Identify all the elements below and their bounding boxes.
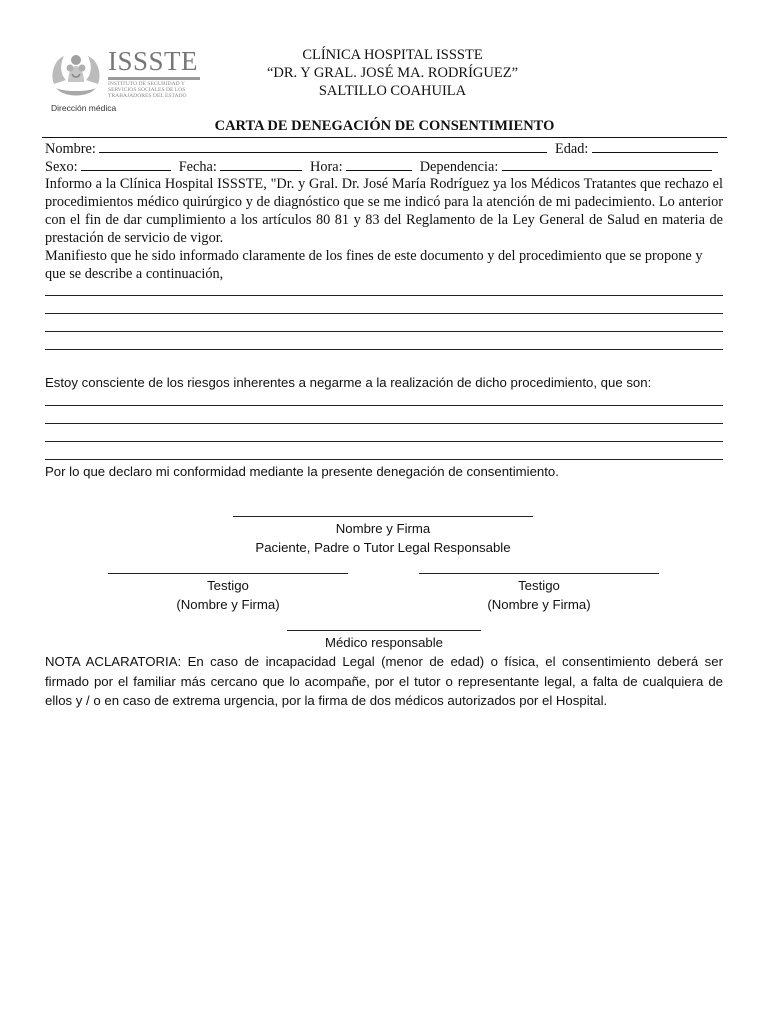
title-rule (42, 137, 727, 138)
witness-2-signature-line[interactable] (419, 573, 659, 574)
witness-1-signature-line[interactable] (108, 573, 348, 574)
witness-1-subtitle: (Nombre y Firma) (176, 597, 280, 612)
paragraph-manifest: Manifiesto que he sido informado claramente de los fines de este documento y del procedimiento que se propone y que se describe a continuación, (45, 248, 703, 282)
doctor-label: Médico responsable (324, 635, 444, 650)
paragraph-inform: Informo a la Clínica Hospital ISSSTE, "Dr. y Gral. Dr. José María Rodríguez ya los Médicos Tratantes que rechazo el procedimientos médico quirúrgico y de diagnóstico que se me indicó para la atención de mi padecimiento. Lo anterior con el fin de dar cumplimiento a los artículos 80 81 y 83 del Reglamento de la Ley General de Salud en materia de prestación de servicio de vigor. (45, 176, 723, 246)
fecha-label: Fecha: (178, 159, 217, 175)
logo-subtitle: INSTITUTO DE SEGURIDAD Y SERVICIOS SOCIALES DE LOS TRABAJADORES DEL ESTADO (108, 81, 187, 100)
logo-divider (108, 77, 200, 80)
fields-row-2 (45, 157, 725, 176)
document-title: CARTA DE DENEGACIÓN DE CONSENTIMIENTO (214, 118, 555, 134)
hora-label: Hora: (310, 159, 343, 175)
risks-line-3[interactable] (45, 441, 723, 442)
doctor-signature-line[interactable] (287, 630, 481, 631)
document-header (200, 46, 585, 100)
procedure-line-3[interactable] (45, 331, 723, 332)
edad-label: Edad: (554, 141, 589, 157)
hora-field[interactable] (346, 157, 412, 171)
procedure-line-2[interactable] (45, 313, 723, 314)
dependencia-field[interactable] (502, 157, 712, 171)
nota-aclaratoria: NOTA ACLARATORIA: En caso de incapacidad Legal (menor de edad) o física, el consentimiento deberá ser firmado por el familiar más cercano que lo acompañe, por el tutor o representante legal, a falta de cualquiera de ellos y / o en caso de extrema urgencia, por la firma de dos médicos autorizados por el Hospital. (45, 654, 723, 708)
nombre-field[interactable] (99, 139, 547, 153)
header-line-3: SALTILLO COAHUILA (318, 83, 467, 99)
patient-signature-line[interactable] (233, 516, 533, 517)
conformity-text: Por lo que declaro mi conformidad mediante la presente denegación de consentimiento. (45, 464, 559, 479)
fields-row-1 (45, 139, 725, 158)
issste-logo (46, 46, 206, 116)
header-line-2: “DR. Y GRAL. JOSÉ MA. RODRÍGUEZ” (266, 65, 519, 81)
patient-role-label: Paciente, Padre o Tutor Legal Responsable (255, 540, 511, 555)
header-line-1: CLÍNICA HOSPITAL ISSSTE (302, 47, 483, 63)
risks-line-1[interactable] (45, 405, 723, 406)
edad-field[interactable] (592, 139, 718, 153)
nombre-label: Nombre: (45, 141, 96, 157)
logo-department: Dirección médica (51, 103, 117, 113)
risks-text: Estoy consciente de los riesgos inherentes a negarme a la realización de dicho procedimiento, que son: (45, 375, 652, 390)
logo-wordmark: ISSSTE (108, 46, 199, 76)
witness-2-title: Testigo (518, 578, 560, 593)
family-hands-emblem-icon (48, 48, 104, 102)
fecha-field[interactable] (220, 157, 302, 171)
procedure-line-1[interactable] (45, 295, 723, 296)
body-text (45, 175, 723, 283)
patient-signature-label: Nombre y Firma (335, 521, 431, 536)
witness-1-title: Testigo (207, 578, 249, 593)
witness-2-subtitle: (Nombre y Firma) (487, 597, 591, 612)
risks-line-2[interactable] (45, 423, 723, 424)
sexo-field[interactable] (81, 157, 171, 171)
procedure-line-4[interactable] (45, 349, 723, 350)
dependencia-label: Dependencia: (419, 159, 499, 175)
risks-line-4[interactable] (45, 459, 723, 460)
sexo-label: Sexo: (45, 159, 78, 175)
